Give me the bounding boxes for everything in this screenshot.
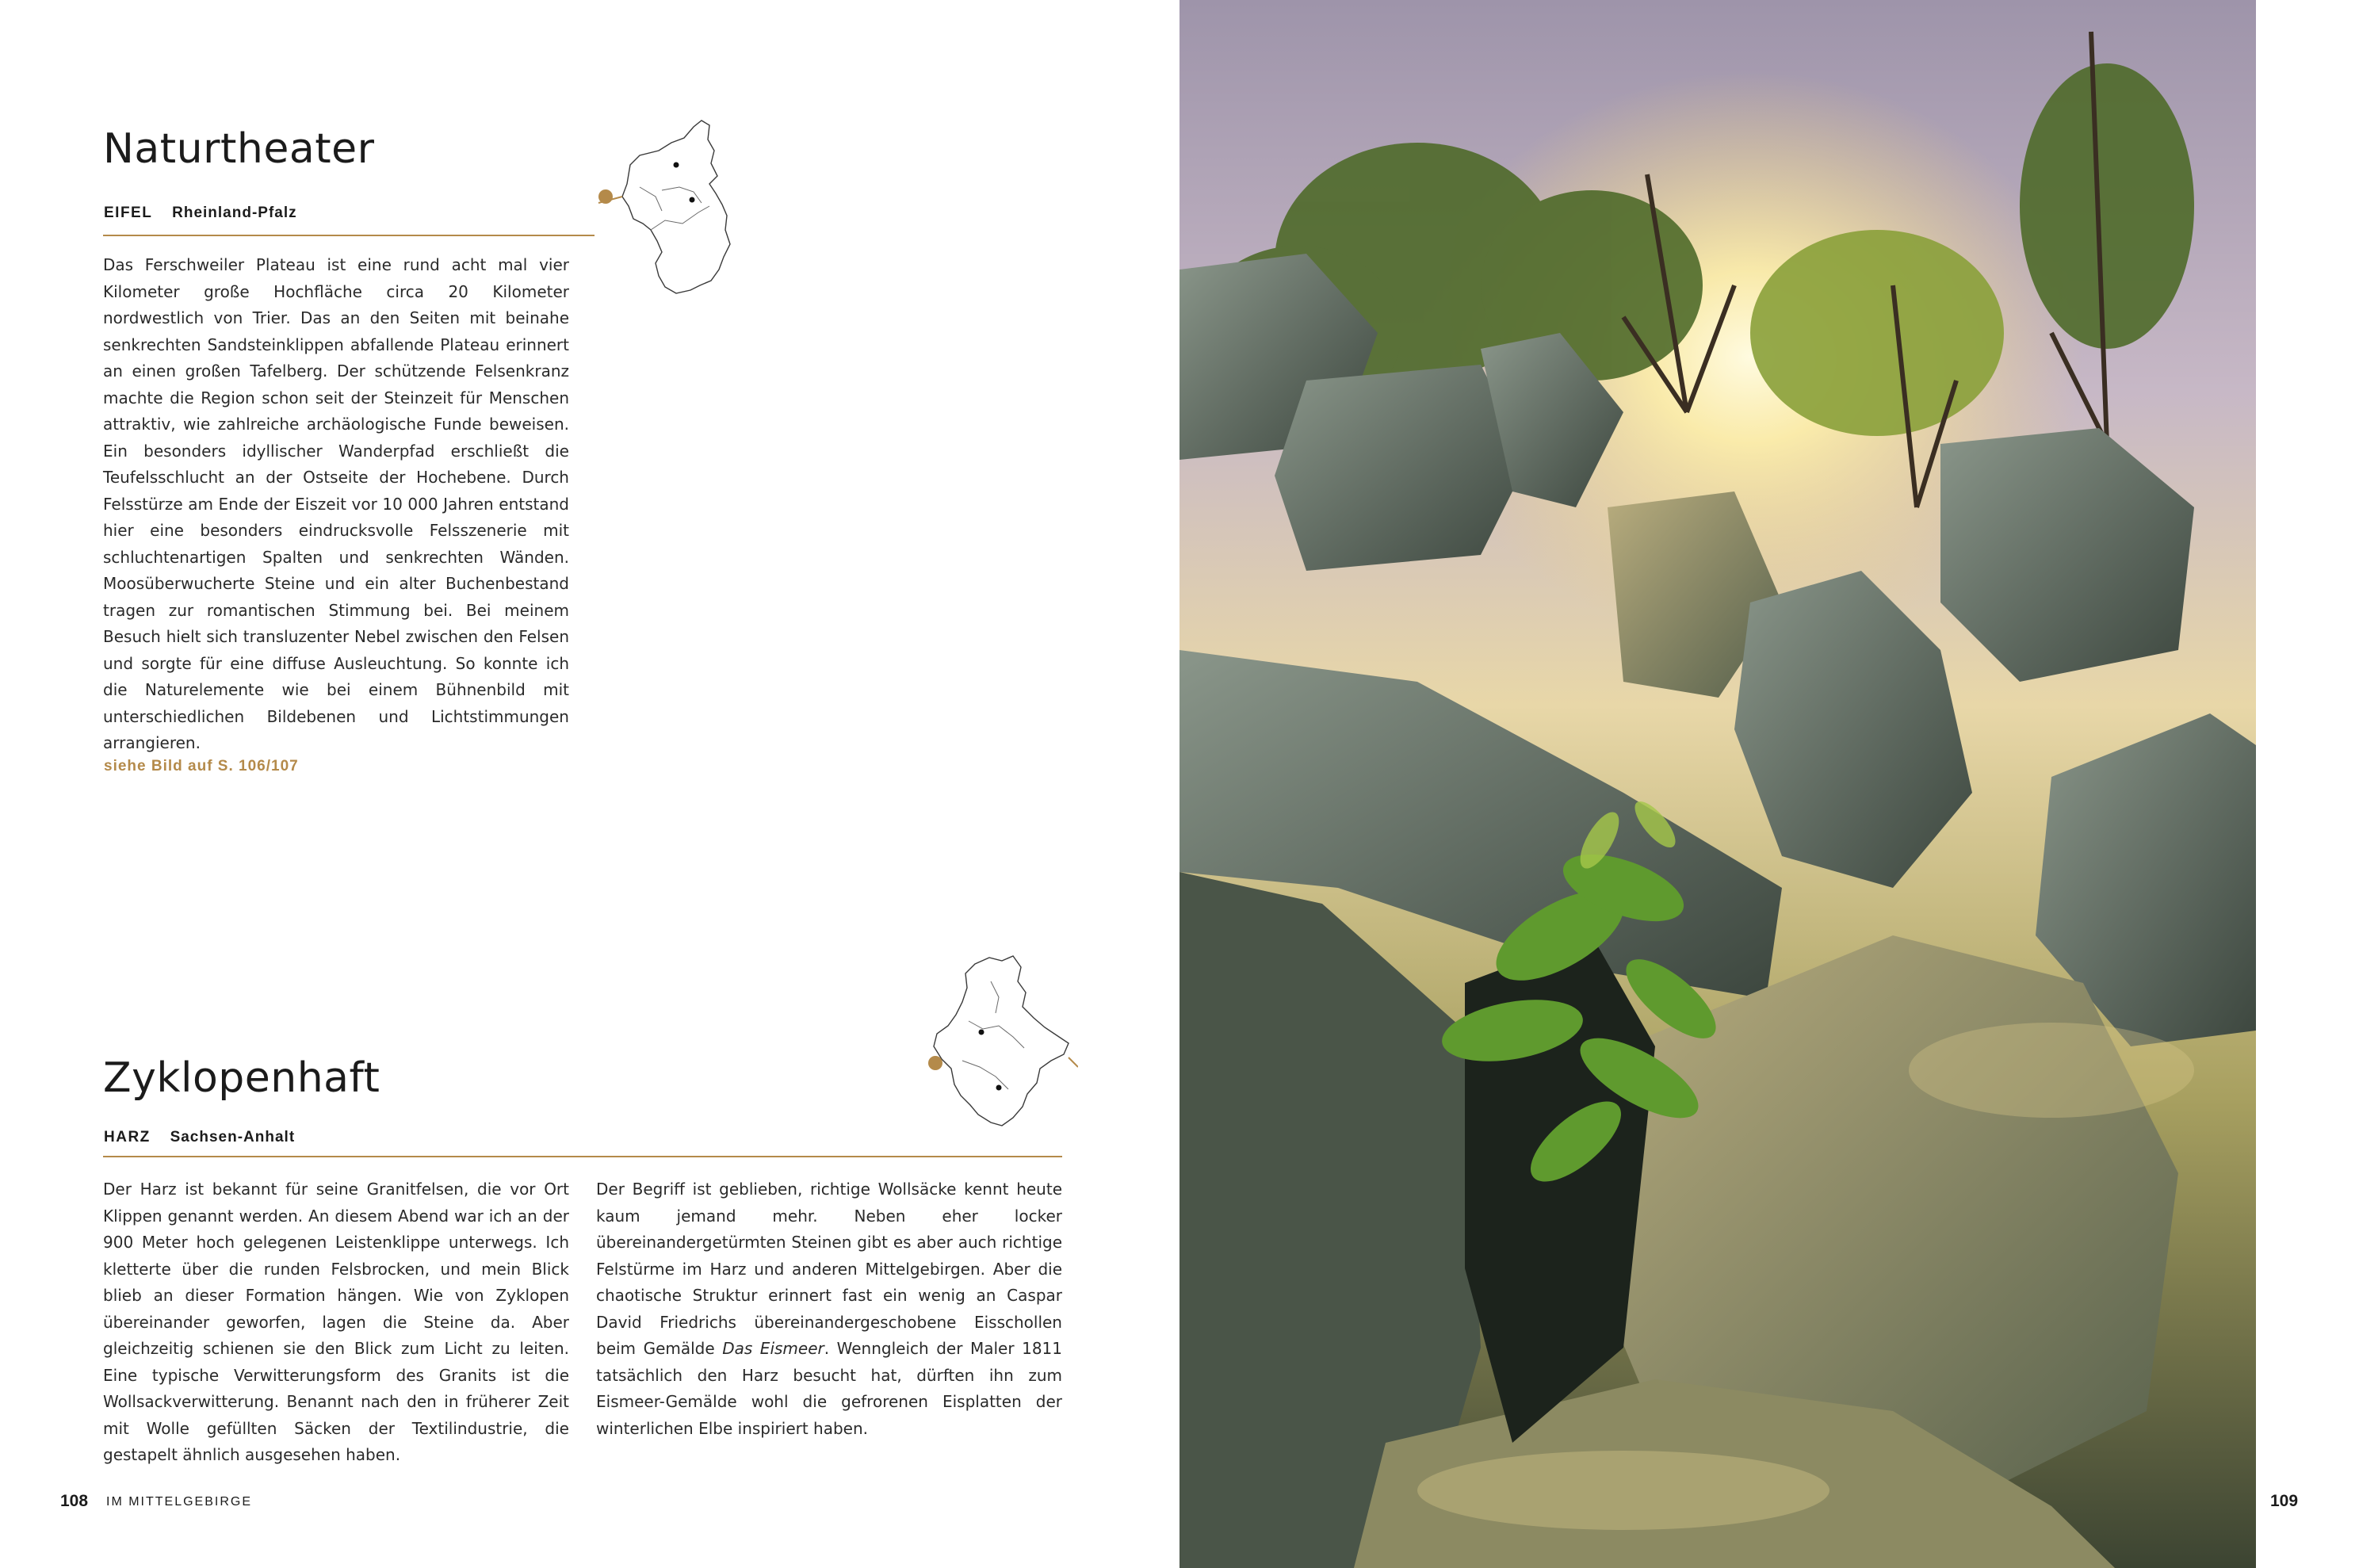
running-head: IM MITTELGEBIRGE (106, 1495, 253, 1509)
region-label: EIFEL (104, 205, 153, 221)
section-rule (103, 1156, 1062, 1157)
section-title-naturtheater: Naturtheater (103, 125, 375, 173)
section-title-zyklopenhaft: Zyklopenhaft (103, 1054, 380, 1102)
section-meta-zyklopenhaft (104, 1129, 295, 1146)
see-also-link[interactable]: siehe Bild auf S. 106/107 (104, 758, 299, 774)
section-body-zyklopenhaft-col1: Der Harz ist bekannt für seine Granitfelsen, die vor Ort Klippen genannt werden. An diesem Abend war ich an der 900 Meter hoch gelegenen Leistenklippe unterwegs. Ich kletterte über die runden Felsbrocken, und mein Blick blieb an dieser Formation hängen. Wie von Zyklopen übereinander geworfen, lagen die Steine da. Aber gleichzeitig schienen sie den Blick zum Licht zu leiten. Eine typische Verwitterungsform des Granits ist die Wollsackverwitterung. Benannt nach den in früherer Zeit mit Wolle gefüllten Säcken der Textilindustrie, die gestapelt ähnlich ausgesehen haben. (103, 1180, 569, 1464)
section-rule (103, 235, 595, 236)
state-label: Sachsen-Anhalt (170, 1129, 296, 1145)
page-number-left: 108 (60, 1492, 89, 1510)
rheinland-pfalz-map-icon (583, 111, 741, 301)
painting-title: Das Eismeer (722, 1339, 824, 1358)
body-text-run: . Wenngleich der Maler 1811 tatsächlich den Harz besucht hat, dürften ihn zum Eismeer-Gemälde wohl die gefrorenen Eisplatten der winterlichen Elbe inspiriert haben. (596, 1339, 1062, 1438)
section-meta-naturtheater (104, 205, 297, 222)
body-text-run: Der Begriff ist geblieben, richtige Wollsäcke kennt heute kaum jemand mehr. Neben eher locker übereinandergetürmten Steinen gibt es aber auch richtige Felstürme im Harz und anderen Mittelgebirgen. Aber die chaotische Struktur erinnert fast ein wenig an Caspar David Friedrichs übereinandergeschobene Eisschollen beim Gemälde (596, 1180, 1062, 1358)
region-label: HARZ (104, 1129, 151, 1145)
page-number-right: 109 (2270, 1492, 2299, 1510)
sachsen-anhalt-map-icon (920, 950, 1078, 1140)
section-body-zyklopenhaft-col2 (596, 1176, 1062, 1442)
section-body-naturtheater: Das Ferschweiler Plateau ist eine rund acht mal vier Kilometer große Hochfläche circa 20 Kilometer nordwestlich von Trier. Das an den Seiten mit beinahe senkrechten Sandsteinklippen abfallende Plateau erinnert an einen großen Tafelberg. Der schützende Felsenkranz machte die Region schon seit der Steinzeit für Menschen attraktiv, wie zahlreiche archäologische Funde beweisen. Ein besonders idyllischer Wanderpfad erschließt die Teufelsschlucht an der Ostseite der Hochebene. Durch Felsstürze am Ende der Eiszeit vor 10 000 Jahren entstand hier eine besonders eindrucksvolle Felsszenerie mit schluchtenartigen Spalten und senkrechten Wänden. Moosüberwucherte Steine und ein alter Buchenbestand tragen zur romantischen Stimmung bei. Bei meinem Besuch hielt sich transluzenter Nebel zwischen den Felsen und sorgte für eine diffuse Ausleuchtung. So konnte ich die Naturelemente wie bei einem Bühnenbild mit unterschiedlichen Bildebenen und Lichtstimmungen arrangieren. (103, 255, 569, 752)
state-label: Rheinland-Pfalz (172, 205, 297, 221)
landscape-photo (1180, 0, 2256, 1568)
